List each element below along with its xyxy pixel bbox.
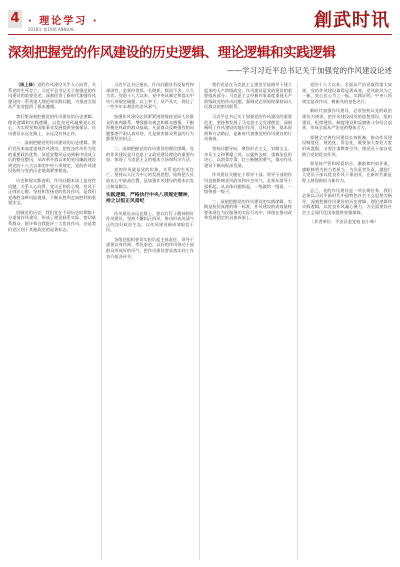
column-divider xyxy=(297,82,298,560)
article-subheadline: ——学习习近平总书记关于加强党的作风建设论述 xyxy=(227,66,392,75)
paragraph-text: 作风建设永远在路上。要以钉钉子精神抓好作风建设，坚持不懈纠正四风，推动形成风清气正的良好政治生态，以作风建设新成效取信于民。 xyxy=(106,210,194,233)
body-paragraph xyxy=(106,211,194,233)
paragraph-text: 我们党是在马克思主义建党学说指导下建立起来的无产阶级政党，作风建设是党的建设的重要组成部分。马克思主义经典作家高度重视无产阶级政党的作风问题，强调党必须始终保持同人民群众的密切联系。 xyxy=(204,82,292,110)
paragraph-text: 坚持问题导向，聚焦形式主义、官僚主义、享乐主义和奢靡之风，以猛药去疴、重典治乱的决心，以刮骨疗毒、壮士断腕的勇气，推动作风建设不断向纵深发展。 xyxy=(204,145,292,168)
body-paragraph xyxy=(106,114,194,142)
section-title: · 理论学习 · xyxy=(28,16,99,27)
paragraph-text: 加强作风建设必须紧紧围绕保持党同人民群众的血肉联系，增强群众观念和群众感情，不断厚植党执政的群众基础。凡是群众反映强烈的问题都要严肃认真对待，凡是损害群众利益的行为都要坚决纠正。 xyxy=(106,113,194,142)
column-4 xyxy=(302,82,392,560)
body-paragraph xyxy=(204,172,292,194)
body-paragraph xyxy=(106,237,194,259)
paragraph-text: 习近平总书记指出，作风问题具有反复性和顽固性，必须经常抓、长期抓，锲而不舍、久久为功。党的十八大以来，党中央从制定和落实中央八项规定破题，以上率下、从严从实，刹住了一些多年未刹住的歪风邪气。 xyxy=(106,82,194,110)
section-subtitle: 实践逻辑，严格执行中央八项规定精神，持之以恒正风肃纪 xyxy=(106,193,193,205)
paragraph-lead: （陈上驿） xyxy=(16,82,38,87)
author-line: （作者单位：平安县委党校 赵小林） xyxy=(310,219,379,225)
body-paragraph xyxy=(8,82,96,110)
paragraph-text: 作风建设关键在于领导干部。领导干部的作风直接影响党风政风和社会风气，必须从领导干部抓起，从具体问题抓起，一级做给一级看，一级带着一级干。 xyxy=(204,172,292,195)
paragraph-text: 总之，党的作风建设是一项长期任务，我们必须以习近平新时代中国特色社会主义思想为指导，深刻把握作风建设的历史逻辑、理论逻辑和实践逻辑，以优良作风凝心聚力，为全面建设社会主义现代化国家提供坚强保障。 xyxy=(302,187,392,215)
body-paragraph xyxy=(8,140,96,174)
body-paragraph xyxy=(106,167,194,189)
paragraph-text: 二、深刻把握党的作风建设的理论逻辑。党的作风建设是马克思主义政党建设理论的重要内容，体现了马克思主义的根本立场和科学方法。 xyxy=(106,145,194,163)
paragraph-text: 要坚持严管和厚爱结合、激励和约束并重，旗帜鲜明为担当者担当、为负责者负责，激励广大党员干部以优良作风干事创业，在新时代新征程上展现新担当新作为。 xyxy=(302,161,392,183)
article-body xyxy=(8,82,392,560)
paragraph-text: 习近平总书记关于加强党的作风建设的重要论述，坚持和发展了马克思主义党建理论，深刻阐明了作风建设的地位作用、目标任务、基本原则和方法路径，是新时代加强党的作风建设的行动指南。 xyxy=(204,113,292,142)
page-header xyxy=(8,6,392,36)
body-paragraph xyxy=(302,135,392,157)
paragraph-text: 新时代加强作风建设，必须坚持以党的政治建设为统领，把作风建设同党的思想建设、组织建设、纪律建设、制度建设和反腐败斗争结合起来，形成全面从严治党的整体合力。 xyxy=(302,108,392,131)
dateline: 2018年 第19期 ANNUAL xyxy=(28,27,75,32)
paragraph-text: 各级党组织要切实担负起主体责任，领导干部要以身作则、率先垂范，以好的作风带动干部群众形成好的风气，把作风建设要求落实到工作各方面各环节。 xyxy=(106,236,194,259)
paragraph-text: 要健全完善作风建设长效机制，推动作风建设制度化、规范化、常态化，既要加大查处力度形成震慑，又要注重教育引导，使党员干部自觉践行党的优良作风。 xyxy=(302,134,392,157)
paragraph-text: 回顾党的历史，我们党在不同历史时期都十分重视作风建设，形成了理论联系实际、密切联系群众、批评和自我批评三大优良作风，这是我们党区别于其他政党的显著标志。 xyxy=(8,209,96,232)
body-paragraph xyxy=(302,188,392,216)
body-paragraph xyxy=(302,82,392,104)
body-paragraph xyxy=(204,146,292,168)
column-3 xyxy=(204,82,292,560)
body-paragraph xyxy=(8,178,96,206)
body-paragraph xyxy=(106,146,194,163)
body-paragraph xyxy=(106,82,194,110)
paragraph-text: 党的十八大以来，全面从严治党取得重大成果，党的作风建设取得显著成效，党风政风为之一新，党心民心为之一振。实践证明，中央八项规定是改作风、树新风的金色名片。 xyxy=(302,82,392,104)
paragraph-text: 一、深刻把握党的作风建设的历史逻辑。我们党历来高度重视作风建设，把优良作风作为党的重要政治优势。从延安整风运动到新中国成立后的整党整风，从改革开放以来的党风廉政建设到党的十八大以来的中央八项规定，党的作风建设始终与党的历史使命紧密相连。 xyxy=(8,140,96,174)
masthead-logo: 創武时讯 xyxy=(314,10,390,31)
article-headline: 深刻把握党的作风建设的历史逻辑、理论逻辑和实践逻辑 xyxy=(8,45,336,61)
column-divider xyxy=(101,82,102,560)
column-divider xyxy=(199,82,200,560)
body-paragraph xyxy=(204,199,292,221)
paragraph-text: 三、深刻把握党的作风建设的实践逻辑。实践是检验真理的唯一标准，作风建设的成效最终要体现在为民服务的实际行动中，体现在推动改革发展稳定的具体成果上。 xyxy=(204,198,292,221)
page-number: 4 xyxy=(8,10,22,28)
header-rule xyxy=(8,34,392,35)
body-paragraph xyxy=(8,114,96,136)
body-paragraph xyxy=(204,114,292,142)
body-paragraph xyxy=(302,161,392,183)
paragraph-text: 党的作风就是党的形象，关系党的生死存亡。坚持以人民为中心的发展思想，始终把人民放在心中最高位置，是加强作风建设的根本出发点和落脚点。 xyxy=(106,166,194,189)
body-paragraph xyxy=(8,210,96,232)
column-2 xyxy=(106,82,194,560)
body-paragraph xyxy=(204,82,292,110)
paragraph-text: 历史和现实都表明，作风问题本质上是党性问题，关系人心向背。党风正则民心聚，党风不正则民心散。坚持和发扬党的优良作风，是我们党战胜各种风险挑战、不断从胜利走向胜利的重要法宝。 xyxy=(8,177,96,206)
body-paragraph xyxy=(302,108,392,130)
column-1 xyxy=(8,82,96,560)
paragraph-text: 我们要深刻把握党的作风建设的历史逻辑、理论逻辑和实践逻辑，以优良党风凝聚党心民心，为实现党和国家事业发展提供坚强保证。作风建设永远在路上，永远没有休止符。 xyxy=(8,113,96,136)
paragraph-text: 党的作风建设关乎人心向背，关系党的生死存亡。习近平总书记关于加强党的作风建设的重要论述，深刻回答了新时代加强作风建设的一系列重大理论和实践问题，为推进全面从严治党提供了根本遵循。 xyxy=(8,82,96,110)
